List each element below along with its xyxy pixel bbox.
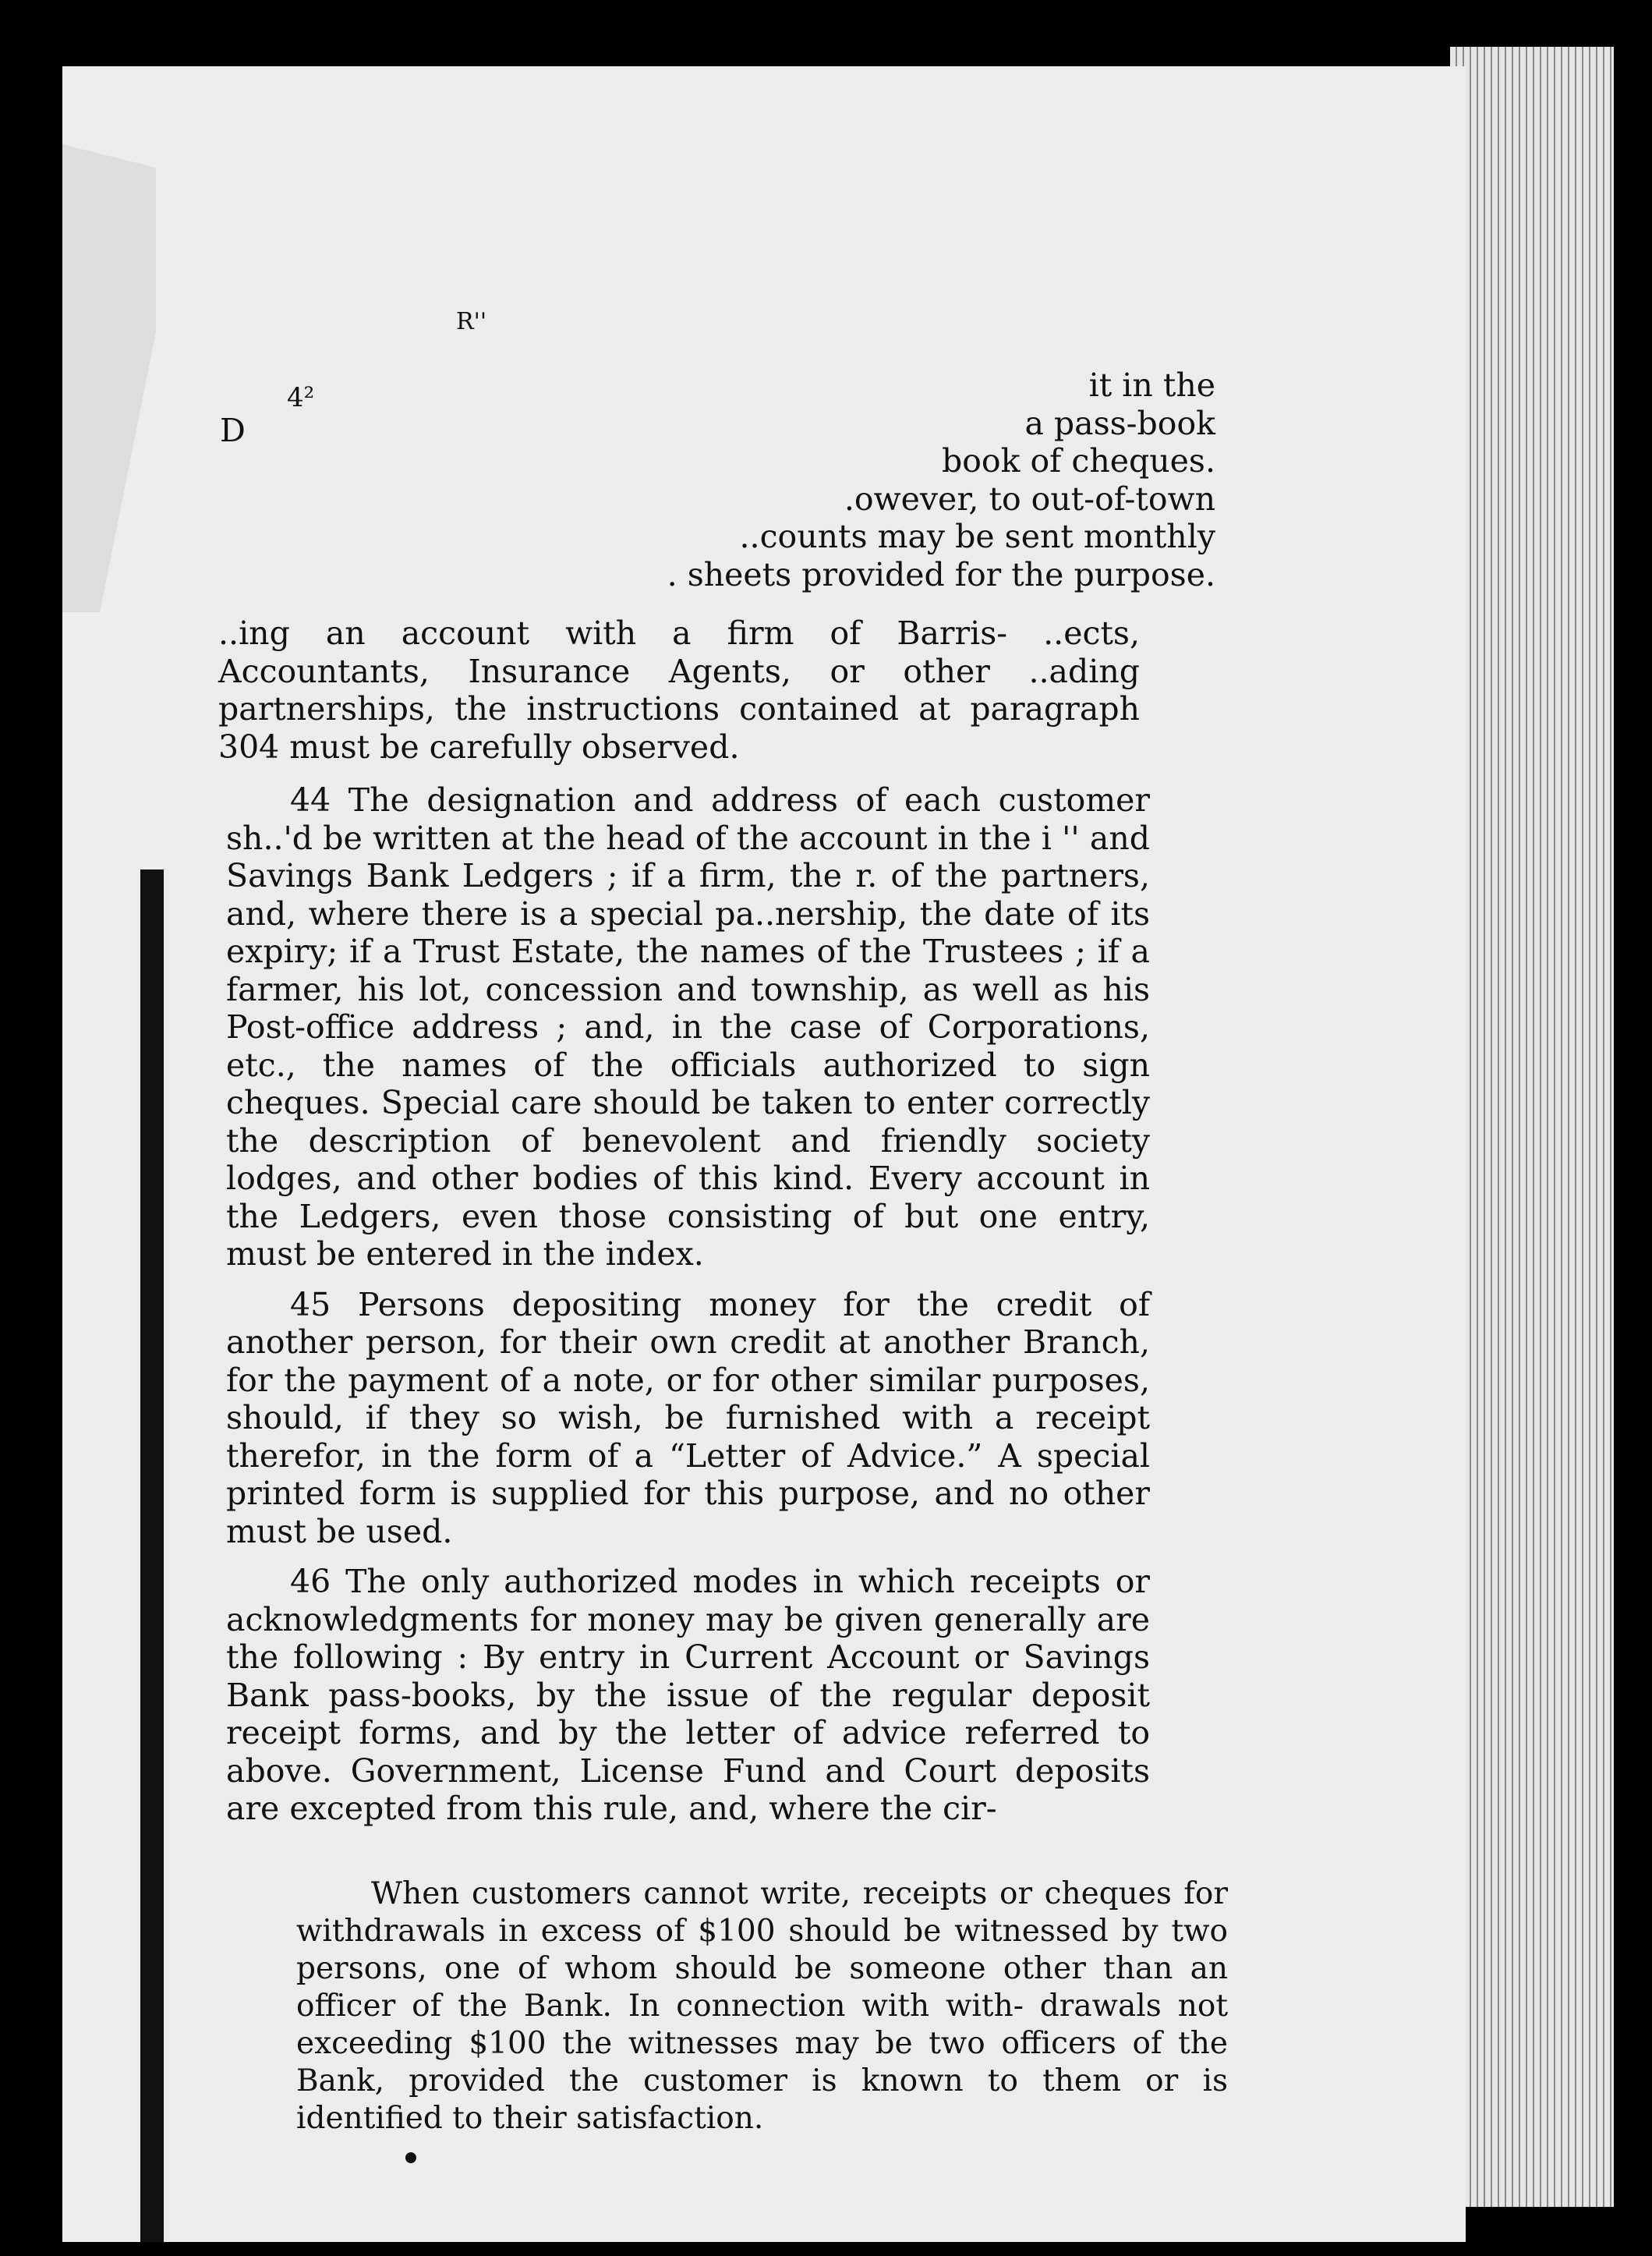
footnote bbox=[296, 1875, 1228, 2137]
top-line: a pass-book bbox=[1024, 404, 1215, 442]
binding-strip bbox=[140, 869, 164, 2242]
top-line: ..counts may be sent monthly bbox=[739, 518, 1215, 555]
top-line: it in the bbox=[1088, 367, 1215, 404]
footnote-text: When customers cannot write, receipts or cheques for withdrawals in excess of $100 should be witnessed by two persons, one of whom should be someone other than an officer of the Bank. In connection with with- drawals not exceeding $100 the witnesses may be two officers of the Bank, provided the customer is known to them or is identified to their satisfaction. bbox=[296, 1876, 1228, 2136]
partial-paragraph-text: ..ing an account with a firm of Barris- ..ects, Accountants, Insurance Agents, or other ..ading partnerships, the instructions contained at paragraph 304 must be carefully observed. bbox=[218, 614, 1140, 766]
top-line: book of cheques. bbox=[941, 442, 1215, 480]
bullet-mark bbox=[405, 2152, 416, 2163]
page-edges bbox=[1450, 47, 1614, 2207]
top-partial-lines bbox=[667, 367, 1215, 593]
paragraph-46: 46 The only authorized modes in which receipts or acknowledgments for money may be given generally are the following : By entry in Current Account or Savings Bank pass-books, by the issue of the regular deposit receipt forms, and by the letter of advice referred to above. Government, License Fund and Court deposits are excepted from this rule, and, where the cir- bbox=[226, 1563, 1150, 1827]
paragraph-45: 45 Persons depositing money for the credit of another person, for their own credit at another Branch, for the payment of a note, or for other similar purposes, should, if they so wish, be furnished with a receipt therefor, in the form of a “Letter of Advice.” A special printed form is supplied for this purpose, and no other must be used. bbox=[226, 1285, 1150, 1550]
facing-page-shadow bbox=[62, 144, 156, 612]
body-text bbox=[226, 781, 1150, 1840]
number-fragment: 4² bbox=[287, 382, 315, 413]
partial-paragraph bbox=[218, 614, 1140, 766]
header-fragment: R'' bbox=[456, 308, 487, 335]
top-line: .owever, to out-of-town bbox=[844, 480, 1215, 518]
letter-fragment: D bbox=[220, 412, 246, 449]
top-line: . sheets provided for the purpose. bbox=[667, 555, 1215, 593]
paragraph-44: 44 The designation and address of each customer sh..'d be written at the head of the account in the i '' and Savings Bank Ledgers ; if a firm, the r. of the partners, and, where there is a special pa..nership, the date of its expiry; if a Trust Estate, the names of the Trustees ; if a farmer, his lot, concession and township, as well as his Post-office address ; and, in the case of Corporations, etc., the names of the officials authorized to sign cheques. Special care should be taken to enter correctly the description of benevolent and friendly society lodges, and other bodies of this kind. Every account in the Ledgers, even those consisting of but one entry, must be entered in the index. bbox=[226, 781, 1150, 1273]
